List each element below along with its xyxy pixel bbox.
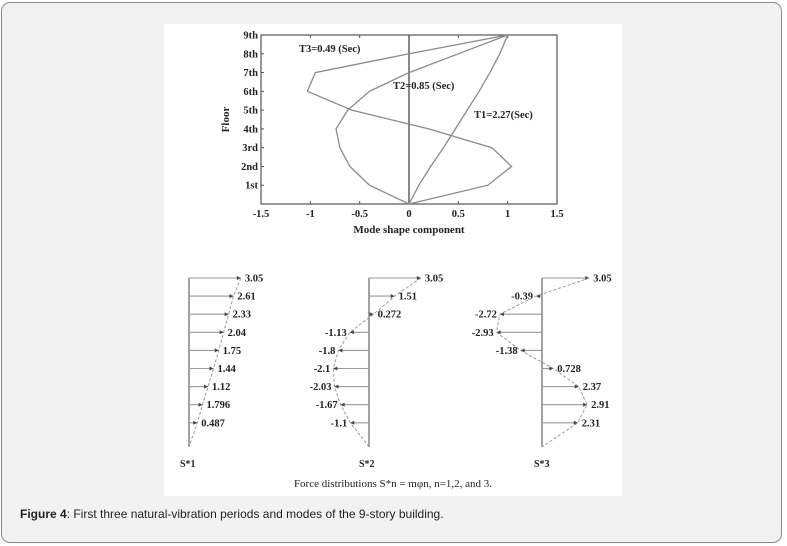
x-tick-label: 0.5 — [451, 209, 465, 220]
x-tick-label: 0 — [406, 209, 412, 220]
y-tick-label: 1st — [245, 180, 258, 192]
force-value-label: 1.796 — [206, 400, 231, 412]
annotation-t1: T1=2.27(Sec) — [474, 110, 533, 121]
force-value-label: 2.37 — [582, 382, 602, 394]
y-tick-label: 5th — [243, 105, 258, 117]
y-tick-label: 6th — [243, 86, 258, 98]
force-value-label: 2.61 — [237, 291, 256, 303]
force-value-label: -1.67 — [315, 400, 338, 412]
figure-image — [164, 24, 622, 496]
force-value-label: 0.487 — [201, 418, 225, 430]
force-value-label: 2.31 — [581, 418, 601, 430]
annotation-t3: T3=0.49 (Sec) — [299, 44, 361, 55]
x-tick-label: -1.5 — [252, 209, 270, 220]
force-value-label: 1.75 — [222, 345, 242, 357]
force-value-label: -1.38 — [495, 345, 518, 357]
x-axis-label: Mode shape component — [353, 224, 465, 236]
figure-caption-text: : First three natural-vibration periods and modes of the 9-story building. — [66, 507, 444, 521]
mode-shape-chart — [164, 24, 622, 496]
force-diagram-title: S*1 — [180, 458, 196, 470]
force-value-label: -2.72 — [474, 309, 497, 321]
figure-caption-label: Figure 4 — [20, 507, 67, 521]
force-value-label: -2.93 — [471, 327, 494, 339]
y-tick-label: 9th — [243, 30, 258, 42]
force-value-label: 2.04 — [227, 327, 247, 339]
y-tick-label: 4th — [243, 124, 258, 136]
force-value-label: 1.44 — [217, 364, 236, 375]
force-diagram-title: S*2 — [359, 458, 375, 470]
x-tick-label: 1.5 — [550, 209, 564, 220]
figure-caption — [20, 507, 444, 521]
force-value-label: -0.39 — [511, 291, 533, 303]
x-tick-label: -1 — [305, 209, 315, 220]
force-value-label: 3.05 — [424, 273, 444, 285]
force-value-label: -1.8 — [318, 345, 336, 357]
annotation-t2: T2=0.85 (Sec) — [393, 81, 455, 92]
force-value-label: 2.91 — [591, 400, 610, 412]
y-tick-label: 7th — [243, 68, 258, 80]
y-tick-label: 3rd — [242, 143, 258, 155]
force-value-label: 1.12 — [212, 382, 231, 394]
force-value-label: 2.33 — [232, 309, 251, 321]
force-value-label: 3.05 — [593, 273, 612, 285]
force-value-label: 0.272 — [377, 309, 402, 321]
figure-subcaption: Force distributions S*n = mφn, n=1,2, and 3. — [293, 478, 493, 490]
force-envelope-3 — [497, 278, 590, 447]
force-value-label: -1.1 — [330, 418, 348, 430]
x-tick-label: 1 — [505, 209, 511, 220]
force-value-label: -2.1 — [313, 364, 331, 375]
y-tick-label: 8th — [243, 49, 258, 61]
force-value-label: 0.728 — [557, 364, 581, 375]
force-value-label: -1.13 — [324, 327, 347, 339]
force-value-label: 3.05 — [244, 273, 264, 285]
x-tick-label: -0.5 — [351, 209, 368, 220]
y-tick-label: 2nd — [241, 161, 258, 173]
y-axis-label: Floor — [220, 106, 232, 133]
force-diagram-title: S*3 — [534, 458, 550, 470]
force-value-label: 1.51 — [398, 291, 418, 303]
force-value-label: -2.03 — [309, 382, 332, 394]
